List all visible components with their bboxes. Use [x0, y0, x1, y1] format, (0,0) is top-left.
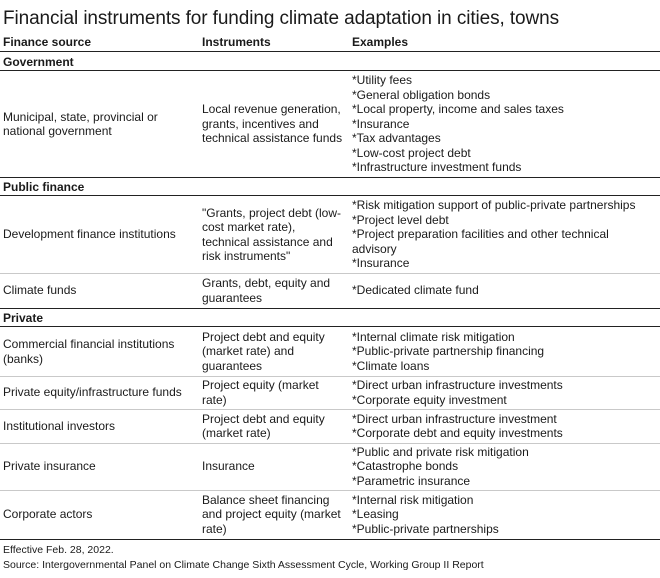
example-item: *Corporate equity investment: [352, 392, 507, 407]
section-label-private: Private: [3, 311, 44, 325]
table-row-instruments: Balance sheet financing and project equity (market rate): [202, 492, 341, 536]
divider: [0, 539, 660, 540]
example-item: *Dedicated climate fund: [352, 283, 479, 298]
table-row-examples: [352, 491, 660, 538]
table-row-examples: [352, 377, 660, 408]
table-row-source: Commercial financial institutions (banks): [3, 337, 175, 366]
example-item: *Local property, income and sales taxes: [352, 102, 564, 117]
section-label-public-finance: Public finance: [3, 180, 85, 194]
table-row-source: Private insurance: [3, 459, 96, 474]
example-item: *Low-cost project debt: [352, 145, 471, 160]
example-item: *Internal risk mitigation: [352, 492, 474, 507]
column-header-instruments: Instruments: [202, 35, 271, 49]
table-row-instruments: Grants, debt, equity and guarantees: [202, 276, 331, 305]
example-item: *Insurance: [352, 116, 410, 131]
page-title: Financial instruments for funding climate adaptation in cities, towns: [3, 8, 559, 29]
section-label-government: Government: [3, 55, 74, 69]
column-header-finance-source: Finance source: [3, 35, 92, 49]
table-row-source: Municipal, state, provincial or national government: [3, 109, 158, 138]
divider: [0, 308, 660, 309]
example-item: *Public-private partnerships: [352, 521, 499, 536]
effective-date-note: Effective Feb. 28, 2022.: [3, 544, 114, 556]
divider: [0, 70, 660, 71]
example-item: *Utility fees: [352, 73, 413, 88]
table-row-source: Corporate actors: [3, 507, 93, 522]
example-item: *Insurance: [352, 256, 410, 271]
example-item: *Climate loans: [352, 358, 430, 373]
example-item: advisory: [352, 241, 397, 256]
example-item: *Risk mitigation support of public-private partnerships: [352, 198, 636, 213]
example-item: *Tax advantages: [352, 131, 441, 146]
example-item: *Internal climate risk mitigation: [352, 329, 515, 344]
divider: [0, 177, 660, 178]
table-row-instruments: Project debt and equity (market rate): [202, 411, 325, 440]
table-row-examples: [352, 274, 660, 307]
example-item: *Infrastructure investment funds: [352, 160, 522, 175]
example-item: *Public-private partnership financing: [352, 344, 545, 359]
table-row-instruments: Insurance: [202, 459, 255, 474]
example-item: *Project level debt: [352, 212, 449, 227]
table-row-instruments: Project equity (market rate): [202, 378, 319, 407]
table-row-examples: [352, 410, 660, 442]
example-item: *Leasing: [352, 507, 399, 522]
table-row-instruments: "Grants, project debt (low-cost market rate), technical assistance and risk instruments": [202, 205, 341, 263]
source-note: Source: Intergovernmental Panel on Climate Change Sixth Assessment Cycle, Working Group II Report: [3, 559, 484, 571]
divider: [0, 51, 660, 52]
table-row-source: Climate funds: [3, 283, 77, 298]
table-row-examples: [352, 72, 660, 176]
example-item: *Corporate debt and equity investments: [352, 426, 563, 440]
example-item: *Catastrophe bonds: [352, 459, 459, 474]
example-item: *Parametric insurance: [352, 473, 471, 488]
example-item: *Direct urban infrastructure investment: [352, 411, 557, 426]
column-header-examples: Examples: [352, 35, 409, 49]
example-item: *Direct urban infrastructure investments: [352, 378, 563, 392]
table-row-examples: [352, 197, 660, 272]
example-item: *Public and private risk mitigation: [352, 444, 529, 459]
example-item: *General obligation bonds: [352, 87, 491, 102]
table-row-source: Development finance institutions: [3, 227, 176, 242]
table-row-source: Private equity/infrastructure funds: [3, 385, 182, 400]
table-row-source: Institutional investors: [3, 418, 116, 433]
divider: [0, 326, 660, 327]
example-item: *Project preparation facilities and other technical: [352, 227, 609, 242]
divider: [0, 195, 660, 196]
table-row-instruments: Local revenue generation, grants, incentives and technical assistance funds: [202, 102, 343, 146]
table-row-examples: [352, 328, 660, 375]
table-row-instruments: Project debt and equity (market rate) and guarantees: [202, 329, 325, 373]
table-row-examples: [352, 444, 660, 489]
